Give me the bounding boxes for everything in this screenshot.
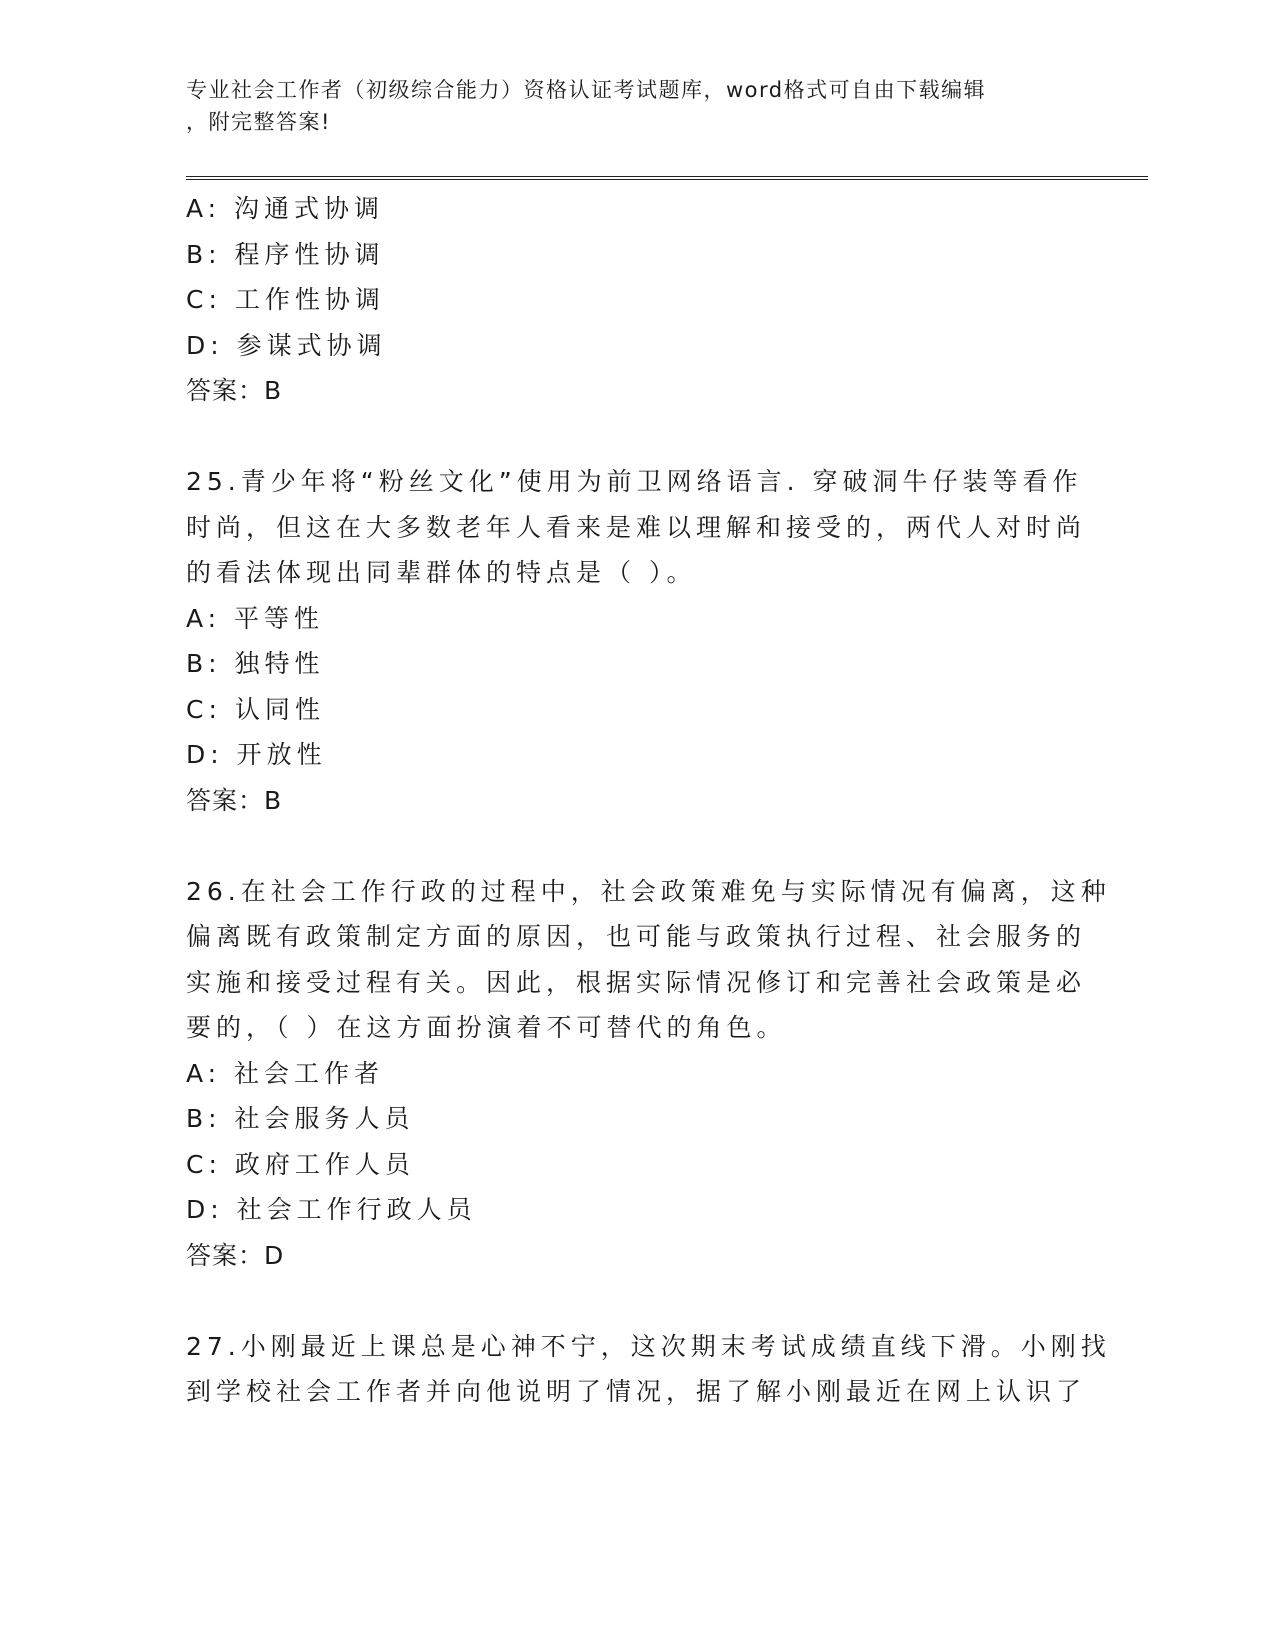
question-text-line: 实施和接受过程有关。因此，根据实际情况修订和完善社会政策是必 bbox=[186, 967, 1087, 997]
option-d: D: 社会工作行政人员 bbox=[186, 1195, 477, 1224]
question-26 bbox=[186, 869, 1111, 1279]
answer-line: 答案：B bbox=[186, 785, 283, 815]
question-text-line: 26.在社会工作行政的过程中，社会政策难免与实际情况有偏离，这种 bbox=[186, 876, 1111, 906]
option-d: D: 参谋式协调 bbox=[186, 330, 387, 360]
question-content bbox=[186, 186, 1111, 1415]
question-text-line: 时尚，但这在大多数老年人看来是难以理解和接受的，两代人对时尚 bbox=[186, 512, 1087, 542]
option-b: B: 社会服务人员 bbox=[186, 1104, 415, 1133]
option-c: C: 工作性协调 bbox=[186, 285, 385, 314]
header-line-1: 专业社会工作者（初级综合能力）资格认证考试题库，word格式可自由下载编辑 bbox=[186, 78, 987, 102]
question-text-line: 的看法体现出同辈群体的特点是（ ）。 bbox=[186, 558, 697, 587]
question-text-line: 到学校社会工作者并向他说明了情况，据了解小刚最近在网上认识了 bbox=[186, 1377, 1087, 1406]
question-text-line: 27.小刚最近上课总是心神不宁，这次期末考试成绩直线下滑。小刚找 bbox=[186, 1331, 1111, 1361]
spacer bbox=[186, 1278, 1086, 1324]
option-d: D: 开放性 bbox=[186, 740, 327, 769]
option-a: A: 平等性 bbox=[186, 603, 325, 633]
header-line-2: ，附完整答案! bbox=[186, 110, 331, 134]
option-a: A: 社会工作者 bbox=[186, 1058, 385, 1088]
question-text-line: 偏离既有政策制定方面的原因，也可能与政策执行过程、社会服务的 bbox=[186, 922, 1087, 951]
option-c: C: 认同性 bbox=[186, 694, 325, 724]
question-text-line: 25.青少年将“粉丝文化”使用为前卫网络语言. 穿破洞牛仔装等看作 bbox=[186, 467, 1083, 496]
question-text-line: 要的，（ ）在这方面扮演着不可替代的角色。 bbox=[186, 1013, 787, 1042]
question-25 bbox=[186, 459, 1086, 823]
option-c: C: 政府工作人员 bbox=[186, 1149, 415, 1179]
spacer bbox=[186, 414, 1086, 460]
spacer bbox=[186, 823, 1086, 869]
option-b: B: 独特性 bbox=[186, 649, 325, 678]
question-27 bbox=[186, 1324, 1111, 1415]
answer-line: 答案：B bbox=[186, 376, 283, 405]
question-24 bbox=[186, 186, 1086, 414]
option-b: B: 程序性协调 bbox=[186, 239, 385, 269]
header-double-rule bbox=[186, 176, 1148, 180]
answer-line: 答案：D bbox=[186, 1240, 285, 1270]
document-header bbox=[186, 74, 1066, 138]
option-a: A: 沟通式协调 bbox=[186, 194, 385, 223]
